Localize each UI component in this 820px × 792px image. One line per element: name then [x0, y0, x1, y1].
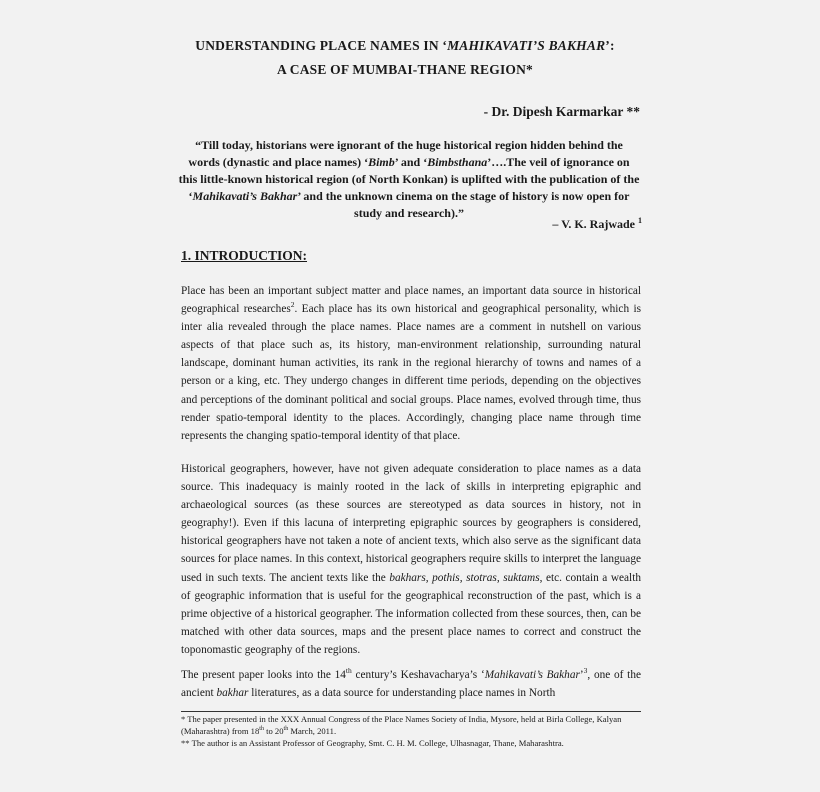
section-heading: 1. INTRODUCTION:	[181, 248, 308, 263]
paper-title-line1: UNDERSTANDING PLACE NAMES IN ‘MAHIKAVATI’S BAKHAR’:	[195, 38, 615, 53]
footnote-divider	[181, 711, 641, 712]
footnote-ref[interactable]: 2	[290, 300, 295, 310]
author-line: - Dr. Dipesh Karmarkar **	[483, 104, 640, 119]
epigraph-quote: “Till today, historians were ignorant of the huge historical region hidden behind the words (dynastic and place names) ‘Bimb’ and ‘Bimbsthana’….The veil of ignorance on this little-known historical region (of North Konkan) is uplifted with the publication of the ‘Mahikavati’s Bakhar’ and the unknown cinema on the stage of history is now open for study and research).”	[178, 138, 640, 220]
paragraph-1: Place has been an important subject matter and place names, an important data source in historical geographical researches$^2$. Each place has its own historical and geographical personality, which is inter alia revealed through the place names. Place names are a comment in nutshell on various aspects of that place such as, its history, man-environment relationship, surrounding natural landscape, dominant human activities, its rank in the regional hierarchy of towns and names of a person or a king, etc. They undergo changes in different time periods, depending on the objectives and perceptions of the dominant political and social groups. Place names, evolved through time, thus render spatio-temporal identity to the places. Accordingly, changing place name through time represents the changing spatio-temporal identity of that place.	[181, 285, 641, 442]
footnote-ref[interactable]: 3	[583, 666, 588, 676]
footnote-ref[interactable]: 1	[638, 216, 642, 225]
footnote-1: * The paper presented in the XXX Annual Congress of the Place Names Society of India, Mysore, held at Birla College, Kalyan (Maharashtra) from 18th to 20th March, 2011.	[181, 714, 622, 736]
paragraph-3: The present paper looks into the 14th century’s Keshavacharya’s ‘Mahikavati’s Bakhar’$^3$, one of the ancient bakhar literatures, as a data source for understanding place names in North	[181, 666, 641, 700]
epigraph-attribution: – V. K. Rajwade $^1$	[552, 216, 642, 231]
paragraph-2: Historical geographers, however, have not given adequate consideration to place names as a data source. This inadequacy is mainly rooted in the lack of skills in interpreting epigraphic and archaeological sources (as these sources are stereotyped as data sources in history, not in geography!). Even if this lacuna of interpreting epigraphic sources by geographers is considered, historical geographers have not taken a note of ancient texts, which also serve as the significant data sources for place names. In this context, historical geographers require skills to interpret the language used in such texts. The ancient texts like the bakhars, pothis, stotras, suktams, etc. contain a wealth of geographic information that is useful for the geographical reconstruction of the past, which is a prime objective of a historical geographer. The information collected from these sources, then, can be matched with other data sources, maps and the present place names to correct and construct the toponomastic geography of the regions.	[181, 463, 641, 656]
footnote-2: ** The author is an Assistant Professor of Geography, Smt. C. H. M. College, Ulhasnagar, Thane, Maharashtra.	[181, 738, 564, 748]
paper-title-line2: A CASE OF MUMBAI-THANE REGION*	[276, 62, 533, 77]
